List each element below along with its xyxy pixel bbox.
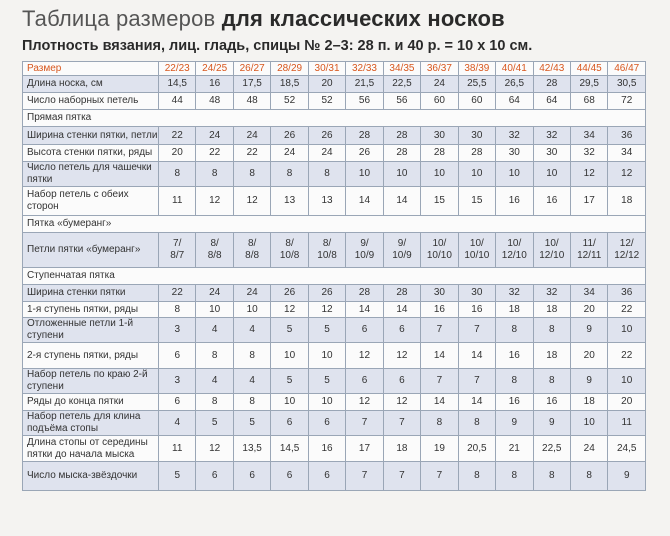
size-header-cell: 46/47 xyxy=(608,62,646,76)
value-cell xyxy=(159,233,196,268)
value-cell: 14 xyxy=(458,343,495,369)
value-cell: 6 xyxy=(383,369,420,394)
value-cell: 3 xyxy=(159,369,196,394)
value-cell: 8 xyxy=(496,462,533,491)
value-top: 10/ xyxy=(507,238,522,249)
value-cell: 6 xyxy=(346,318,383,343)
value-cell: 9 xyxy=(496,411,533,436)
value-cell: 5 xyxy=(308,369,345,394)
value-cell xyxy=(383,233,420,268)
size-header-cell: 34/35 xyxy=(383,62,420,76)
value-cell: 8 xyxy=(196,343,233,369)
value-cell: 12 xyxy=(570,162,607,187)
value-cell: 7 xyxy=(346,411,383,436)
value-cell: 30 xyxy=(496,145,533,162)
value-cell: 16 xyxy=(308,436,345,462)
value-bottom: 10/10 xyxy=(464,250,490,261)
value-cell xyxy=(421,233,458,268)
value-cell: 5 xyxy=(271,369,308,394)
value-cell: 10 xyxy=(233,302,270,318)
size-table xyxy=(22,61,646,491)
value-cell: 6 xyxy=(271,462,308,491)
value-cell: 20,5 xyxy=(458,436,495,462)
row-label: Длина стопы от середины пятки до начала мыска xyxy=(23,436,159,462)
value-cell: 9 xyxy=(533,411,570,436)
value-top: 10/ xyxy=(544,238,559,249)
value-cell: 24,5 xyxy=(608,436,646,462)
row-label: Ширина стенки пятки, петли xyxy=(23,127,159,145)
title-part1: Таблица размеров xyxy=(22,6,222,31)
table-row xyxy=(23,394,646,411)
value-cell: 30,5 xyxy=(608,76,646,93)
table-row xyxy=(23,285,646,302)
table-row xyxy=(23,127,646,145)
value-cell: 16 xyxy=(533,187,570,216)
value-cell: 22,5 xyxy=(383,76,420,93)
value-cell: 28 xyxy=(383,127,420,145)
size-header-cell: 40/41 xyxy=(496,62,533,76)
value-cell: 6 xyxy=(383,318,420,343)
value-cell: 8 xyxy=(233,162,270,187)
value-cell: 12 xyxy=(608,162,646,187)
value-cell: 25,5 xyxy=(458,76,495,93)
value-cell: 10 xyxy=(421,162,458,187)
value-cell: 52 xyxy=(308,93,345,110)
value-cell: 12 xyxy=(346,394,383,411)
value-cell: 8 xyxy=(533,462,570,491)
value-cell: 16 xyxy=(496,343,533,369)
size-header-cell: 44/45 xyxy=(570,62,607,76)
value-cell: 10 xyxy=(196,302,233,318)
value-cell: 16 xyxy=(496,394,533,411)
value-cell: 72 xyxy=(608,93,646,110)
value-cell: 24 xyxy=(233,285,270,302)
value-cell: 4 xyxy=(233,318,270,343)
value-top: 7/ xyxy=(173,238,182,249)
value-cell: 16 xyxy=(533,394,570,411)
value-bottom: 12/10 xyxy=(501,250,527,261)
value-cell: 30 xyxy=(421,127,458,145)
value-cell: 28 xyxy=(383,145,420,162)
value-cell: 8 xyxy=(533,369,570,394)
value-cell: 14 xyxy=(458,394,495,411)
value-bottom: 10/10 xyxy=(426,250,452,261)
value-cell: 3 xyxy=(159,318,196,343)
value-cell: 11 xyxy=(159,187,196,216)
value-cell: 7 xyxy=(421,462,458,491)
value-cell: 24 xyxy=(271,145,308,162)
value-cell: 14,5 xyxy=(271,436,308,462)
value-cell: 17 xyxy=(570,187,607,216)
value-cell: 4 xyxy=(233,369,270,394)
value-cell: 34 xyxy=(608,145,646,162)
value-cell: 30 xyxy=(458,285,495,302)
value-cell: 5 xyxy=(308,318,345,343)
value-cell: 32 xyxy=(570,145,607,162)
size-header-cell: 28/29 xyxy=(271,62,308,76)
value-cell: 24 xyxy=(196,285,233,302)
header-label: Размер xyxy=(23,62,159,76)
value-cell: 14 xyxy=(346,302,383,318)
value-bottom: 8/7 xyxy=(170,250,185,261)
size-header-cell: 24/25 xyxy=(196,62,233,76)
row-label: 2-я ступень пятки, ряды xyxy=(23,343,159,369)
section-title: Прямая пятка xyxy=(23,110,646,127)
size-header-cell: 30/31 xyxy=(308,62,345,76)
row-label: Число наборных петель xyxy=(23,93,159,110)
value-cell: 12 xyxy=(196,187,233,216)
table-row xyxy=(23,233,646,268)
value-top: 10/ xyxy=(432,238,447,249)
value-cell: 20 xyxy=(570,302,607,318)
row-label: 1-я ступень пятки, ряды xyxy=(23,302,159,318)
value-cell: 52 xyxy=(271,93,308,110)
value-cell: 26 xyxy=(308,285,345,302)
value-cell: 6 xyxy=(271,411,308,436)
value-cell xyxy=(458,233,495,268)
value-cell: 28 xyxy=(421,145,458,162)
value-bottom: 10/8 xyxy=(279,250,300,261)
value-cell: 26 xyxy=(346,145,383,162)
size-header-cell: 38/39 xyxy=(458,62,495,76)
value-cell: 8 xyxy=(421,411,458,436)
value-cell: 7 xyxy=(458,318,495,343)
value-cell: 48 xyxy=(233,93,270,110)
value-cell: 13 xyxy=(271,187,308,216)
value-cell: 14 xyxy=(421,343,458,369)
value-cell: 10 xyxy=(608,369,646,394)
value-bottom: 12/11 xyxy=(577,250,602,261)
value-cell: 22 xyxy=(196,145,233,162)
value-cell: 28 xyxy=(533,76,570,93)
value-cell: 8 xyxy=(496,318,533,343)
value-cell: 7 xyxy=(421,318,458,343)
value-cell: 8 xyxy=(196,162,233,187)
title-part2: для классических носков xyxy=(221,6,505,31)
value-cell: 8 xyxy=(458,411,495,436)
table-row xyxy=(23,162,646,187)
value-cell: 11 xyxy=(159,436,196,462)
value-cell: 14 xyxy=(346,187,383,216)
value-bottom: 12/10 xyxy=(539,250,565,261)
value-cell: 7 xyxy=(346,462,383,491)
value-cell: 24 xyxy=(196,127,233,145)
value-cell: 22 xyxy=(159,127,196,145)
value-cell: 18 xyxy=(533,302,570,318)
value-cell: 12 xyxy=(383,343,420,369)
value-cell: 11 xyxy=(608,411,646,436)
table-row xyxy=(23,145,646,162)
value-cell: 44 xyxy=(159,93,196,110)
value-cell: 56 xyxy=(346,93,383,110)
value-cell: 10 xyxy=(458,162,495,187)
value-cell: 8 xyxy=(570,462,607,491)
value-top: 8/ xyxy=(210,238,219,249)
value-cell: 30 xyxy=(533,145,570,162)
value-cell: 56 xyxy=(383,93,420,110)
value-cell: 28 xyxy=(383,285,420,302)
value-cell: 10 xyxy=(383,162,420,187)
value-cell: 18 xyxy=(608,187,646,216)
value-bottom: 10/8 xyxy=(317,250,337,261)
value-cell: 6 xyxy=(308,462,345,491)
value-cell: 10 xyxy=(271,394,308,411)
value-cell: 30 xyxy=(421,285,458,302)
row-label: Набор петель с обеих сторон xyxy=(23,187,159,216)
value-cell: 15 xyxy=(458,187,495,216)
table-row xyxy=(23,76,646,93)
value-cell: 16 xyxy=(421,302,458,318)
value-cell: 13,5 xyxy=(233,436,270,462)
size-header-cell: 26/27 xyxy=(233,62,270,76)
table-row xyxy=(23,302,646,318)
subtitle: Плотность вязания, лиц. гладь, спицы № 2–3: 28 п. и 40 р. = 10 х 10 см. xyxy=(22,38,533,54)
value-cell: 24 xyxy=(233,127,270,145)
value-cell: 17 xyxy=(346,436,383,462)
value-cell: 8 xyxy=(458,462,495,491)
value-top: 10/ xyxy=(469,238,484,249)
value-cell: 5 xyxy=(159,462,196,491)
value-cell: 9 xyxy=(570,318,607,343)
value-cell: 28 xyxy=(458,145,495,162)
row-label: Петли пятки «бумеранг» xyxy=(23,233,159,268)
value-bottom: 12/12 xyxy=(614,250,640,261)
size-header-cell: 36/37 xyxy=(421,62,458,76)
value-cell: 14 xyxy=(383,302,420,318)
value-cell: 8 xyxy=(496,369,533,394)
value-cell: 10 xyxy=(570,411,607,436)
table-row xyxy=(23,411,646,436)
value-bottom: 10/9 xyxy=(354,250,375,261)
value-top: 12/ xyxy=(619,238,634,249)
value-cell: 18 xyxy=(570,394,607,411)
row-label: Число петель для чашечки пятки xyxy=(23,162,159,187)
value-cell: 7 xyxy=(383,411,420,436)
value-cell: 10 xyxy=(346,162,383,187)
value-cell: 17,5 xyxy=(233,76,270,93)
value-cell: 68 xyxy=(570,93,607,110)
value-cell: 21 xyxy=(496,436,533,462)
value-cell: 5 xyxy=(196,411,233,436)
value-cell: 4 xyxy=(159,411,196,436)
value-cell: 8 xyxy=(308,162,345,187)
value-cell: 14,5 xyxy=(159,76,196,93)
value-cell xyxy=(346,233,383,268)
value-cell: 28 xyxy=(346,127,383,145)
value-top: 8/ xyxy=(285,238,294,249)
value-cell: 30 xyxy=(458,127,495,145)
row-label: Отложенные петли 1-й ступени xyxy=(23,318,159,343)
value-cell: 16 xyxy=(496,187,533,216)
value-top: 9/ xyxy=(360,238,369,249)
value-cell: 8 xyxy=(196,394,233,411)
value-cell xyxy=(533,233,570,268)
row-label: Число мыска-звёздочки xyxy=(23,462,159,491)
value-cell: 8 xyxy=(533,318,570,343)
value-cell: 22 xyxy=(608,302,646,318)
value-cell: 7 xyxy=(421,369,458,394)
value-cell: 34 xyxy=(570,127,607,145)
value-cell: 12 xyxy=(271,302,308,318)
row-label: Набор петель по краю 2-й ступени xyxy=(23,369,159,394)
size-header-cell: 42/43 xyxy=(533,62,570,76)
value-cell: 7 xyxy=(383,462,420,491)
value-cell: 32 xyxy=(533,285,570,302)
size-header-cell: 32/33 xyxy=(346,62,383,76)
value-cell: 64 xyxy=(496,93,533,110)
value-cell xyxy=(196,233,233,268)
value-cell: 10 xyxy=(608,318,646,343)
value-cell: 9 xyxy=(570,369,607,394)
value-cell: 14 xyxy=(421,394,458,411)
value-cell: 10 xyxy=(533,162,570,187)
value-bottom: 8/8 xyxy=(207,250,222,261)
value-cell xyxy=(570,233,607,268)
value-top: 8/ xyxy=(247,238,257,249)
value-cell: 28 xyxy=(346,285,383,302)
value-cell: 6 xyxy=(308,411,345,436)
value-cell: 9 xyxy=(608,462,646,491)
value-cell: 7 xyxy=(458,369,495,394)
value-cell: 8 xyxy=(159,162,196,187)
value-cell: 10 xyxy=(308,343,345,369)
value-cell: 15 xyxy=(421,187,458,216)
value-cell xyxy=(308,233,345,268)
value-cell: 34 xyxy=(570,285,607,302)
value-cell: 14 xyxy=(383,187,420,216)
value-cell: 4 xyxy=(196,318,233,343)
value-cell: 6 xyxy=(159,343,196,369)
value-cell: 32 xyxy=(496,285,533,302)
value-cell: 24 xyxy=(308,145,345,162)
table-row xyxy=(23,436,646,462)
header-row xyxy=(23,62,646,76)
value-cell: 10 xyxy=(271,343,308,369)
section-title: Ступенчатая пятка xyxy=(23,268,646,285)
row-label: Ширина стенки пятки xyxy=(23,285,159,302)
value-cell: 26,5 xyxy=(496,76,533,93)
value-cell xyxy=(608,233,646,268)
value-cell: 8 xyxy=(233,394,270,411)
row-label: Набор петель для клина подъёма стопы xyxy=(23,411,159,436)
value-cell: 18,5 xyxy=(271,76,308,93)
value-cell: 60 xyxy=(421,93,458,110)
value-cell: 18 xyxy=(533,343,570,369)
value-cell: 19 xyxy=(421,436,458,462)
value-cell: 12 xyxy=(308,302,345,318)
value-cell: 6 xyxy=(196,462,233,491)
value-cell: 12 xyxy=(383,394,420,411)
value-cell: 24 xyxy=(570,436,607,462)
value-cell: 22 xyxy=(608,343,646,369)
value-cell: 20 xyxy=(159,145,196,162)
value-cell: 32 xyxy=(533,127,570,145)
value-cell: 20 xyxy=(308,76,345,93)
value-cell: 8 xyxy=(271,162,308,187)
value-top: 8/ xyxy=(322,238,332,249)
section-row xyxy=(23,110,646,127)
section-row xyxy=(23,216,646,233)
value-cell: 36 xyxy=(608,285,646,302)
value-cell: 5 xyxy=(271,318,308,343)
value-cell: 26 xyxy=(271,127,308,145)
value-cell: 6 xyxy=(159,394,196,411)
value-cell: 64 xyxy=(533,93,570,110)
table-row xyxy=(23,343,646,369)
value-cell: 22,5 xyxy=(533,436,570,462)
value-cell: 16 xyxy=(196,76,233,93)
value-cell: 29,5 xyxy=(570,76,607,93)
value-cell: 60 xyxy=(458,93,495,110)
value-cell: 10 xyxy=(308,394,345,411)
section-row xyxy=(23,268,646,285)
value-cell xyxy=(271,233,308,268)
value-cell: 18 xyxy=(496,302,533,318)
value-bottom: 8/8 xyxy=(245,250,260,261)
value-cell: 36 xyxy=(608,127,646,145)
value-cell: 12 xyxy=(346,343,383,369)
row-label: Ряды до конца пятки xyxy=(23,394,159,411)
value-cell: 26 xyxy=(271,285,308,302)
value-top: 11/ xyxy=(582,238,596,249)
value-cell: 21,5 xyxy=(346,76,383,93)
value-cell: 10 xyxy=(496,162,533,187)
table-row xyxy=(23,93,646,110)
value-bottom: 10/9 xyxy=(392,250,412,261)
page-title xyxy=(22,6,505,32)
value-cell: 12 xyxy=(196,436,233,462)
value-cell: 24 xyxy=(421,76,458,93)
value-cell: 22 xyxy=(159,285,196,302)
value-cell: 48 xyxy=(196,93,233,110)
value-cell: 5 xyxy=(233,411,270,436)
value-cell xyxy=(233,233,270,268)
value-cell: 20 xyxy=(608,394,646,411)
value-cell: 8 xyxy=(233,343,270,369)
value-cell: 8 xyxy=(159,302,196,318)
value-cell: 32 xyxy=(496,127,533,145)
value-cell: 6 xyxy=(346,369,383,394)
value-cell: 22 xyxy=(233,145,270,162)
value-cell: 12 xyxy=(233,187,270,216)
table-row xyxy=(23,369,646,394)
value-top: 9/ xyxy=(397,238,407,249)
value-cell: 20 xyxy=(570,343,607,369)
row-label: Длина носка, см xyxy=(23,76,159,93)
table-row xyxy=(23,318,646,343)
value-cell: 26 xyxy=(308,127,345,145)
size-header-cell: 22/23 xyxy=(159,62,196,76)
value-cell: 6 xyxy=(233,462,270,491)
table-row xyxy=(23,462,646,491)
value-cell: 4 xyxy=(196,369,233,394)
table-row xyxy=(23,187,646,216)
row-label: Высота стенки пятки, ряды xyxy=(23,145,159,162)
section-title: Пятка «бумеранг» xyxy=(23,216,646,233)
value-cell: 13 xyxy=(308,187,345,216)
value-cell: 18 xyxy=(383,436,420,462)
value-cell xyxy=(496,233,533,268)
value-cell: 16 xyxy=(458,302,495,318)
